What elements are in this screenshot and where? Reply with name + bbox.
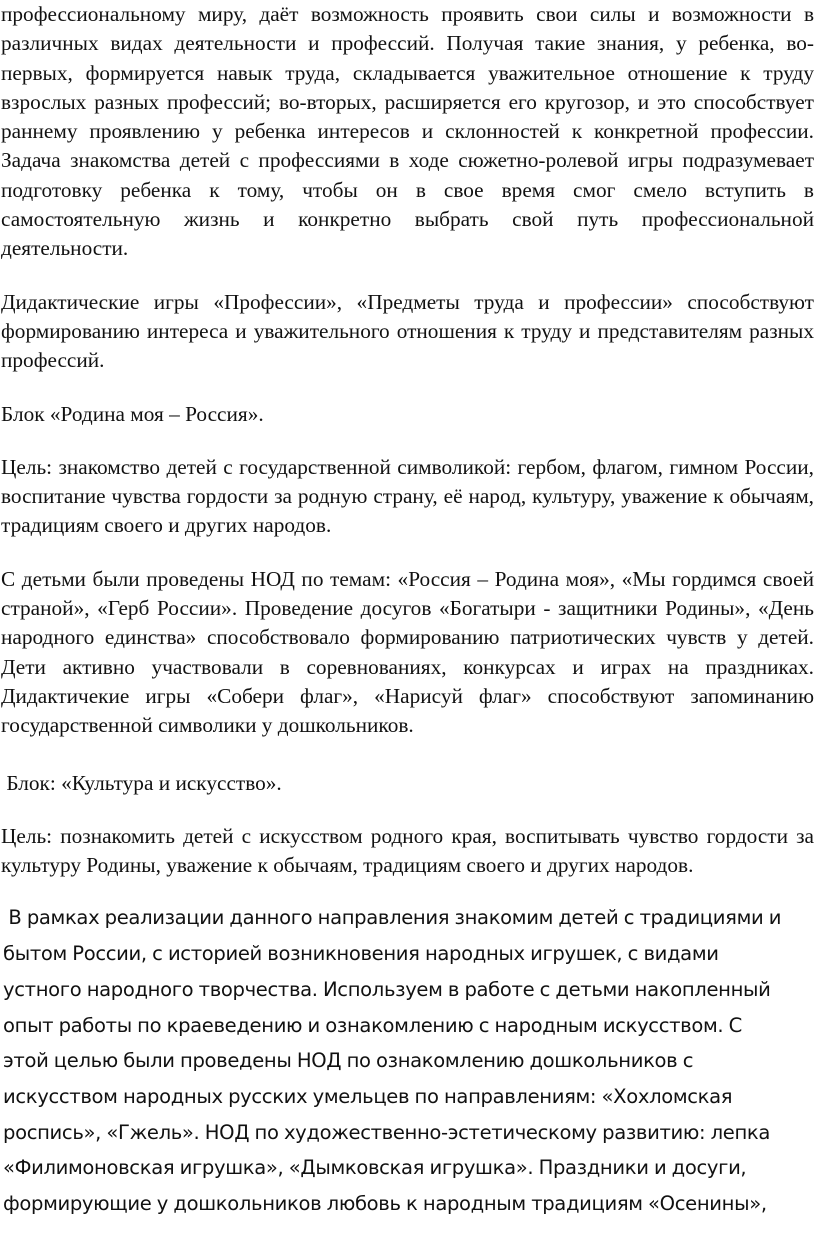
text-line: искусством народных русских умельцев по направлениям: «Хохломская — [3, 1084, 733, 1108]
paragraph-gap — [1, 798, 814, 822]
text-line: В рамках реализации данного направления знакомим детей с традициями и — [3, 906, 782, 930]
heading-block-homeland: Блок «Родина моя – Россия». — [1, 401, 264, 426]
text-line: опыт работы по краеведению и ознакомлению с народным искусством. С — [3, 1013, 742, 1037]
text-line: формирующие у дошкольников любовь к народным традициям «Осенины», — [3, 1192, 767, 1216]
paragraph-nod-russia: С детьми были проведены НОД по темам: «Россия – Родина моя», «Мы гордимся своей страной», «Герб России». Проведение досугов «Богатыри - защитники Родины», «День народного единства» способствовало формированию патриотических чувств у детей. Дети активно участвовали в соревнованиях, конкурсах и играх на праздниках. Дидактичекие игры «Собери флаг», «Нарисуй флаг» способствуют запоминанию государственной символики у дошкольников. — [1, 566, 814, 738]
paragraph-professions-intro: профессиональному миру, даёт возможность проявить свои силы и возможности в различных видах деятельности и профессий. Получая такие знания, у ребенка, во-первых, формируется навык труда, складывается уважительное отношение к труду взрослых разных профессий; во-вторых, расширяется его кругозор, и это способствует раннему проявлению у ребенка интересов и склонностей к конкретной профессии. Задача знакомства детей с профессиями в ходе сюжетно-ролевой игры подразумевает подготовку ребенка к тому, чтобы он в свое время смог смело вступить в самостоятельную жизнь и конкретно выбрать свой путь профессиональной деятельности. — [1, 2, 814, 261]
paragraph-goal-culture: Цель: познакомить детей с искусством родного края, воспитывать чувство гордости за культуру Родины, уважение к обычаям, традициям своего и других народов. — [1, 823, 814, 878]
paragraph-gap — [1, 541, 814, 565]
text-line: устного народного творчества. Используем в работе с детьми накопленный — [3, 977, 771, 1001]
text-line: этой целью были проведены НОД по ознакомлению дошкольников с — [3, 1049, 694, 1073]
text-line: бытом России, с историей возникновения народных игрушек, с видами — [3, 942, 719, 966]
paragraph-gap — [1, 880, 814, 900]
paragraph-gap — [1, 264, 814, 288]
paragraph-folk-traditions — [1, 900, 814, 1221]
paragraph-gap — [1, 376, 814, 400]
paragraph-didactic-games: Дидактические игры «Профессии», «Предметы труда и профессии» способствуют формированию интереса и уважительного отношения к труду и представителям разных профессий. — [1, 289, 814, 373]
paragraph-gap — [1, 429, 814, 453]
heading-block-culture: Блок: «Культура и искусство». — [1, 770, 282, 795]
text-line: «Филимоновская игрушка», «Дымковская игрушка». Праздники и досуги, — [3, 1156, 747, 1180]
text-line: роспись», «Гжель». НОД по художественно-эстетическому развитию: лепка — [3, 1120, 771, 1144]
paragraph-goal-symbols: Цель: знакомство детей с государственной символикой: гербом, флагом, гимном России, воспитание чувства гордости за родную страну, её народ, культуру, уважение к обычаям, традициям своего и других народов. — [1, 454, 814, 538]
paragraph-gap — [1, 741, 814, 769]
